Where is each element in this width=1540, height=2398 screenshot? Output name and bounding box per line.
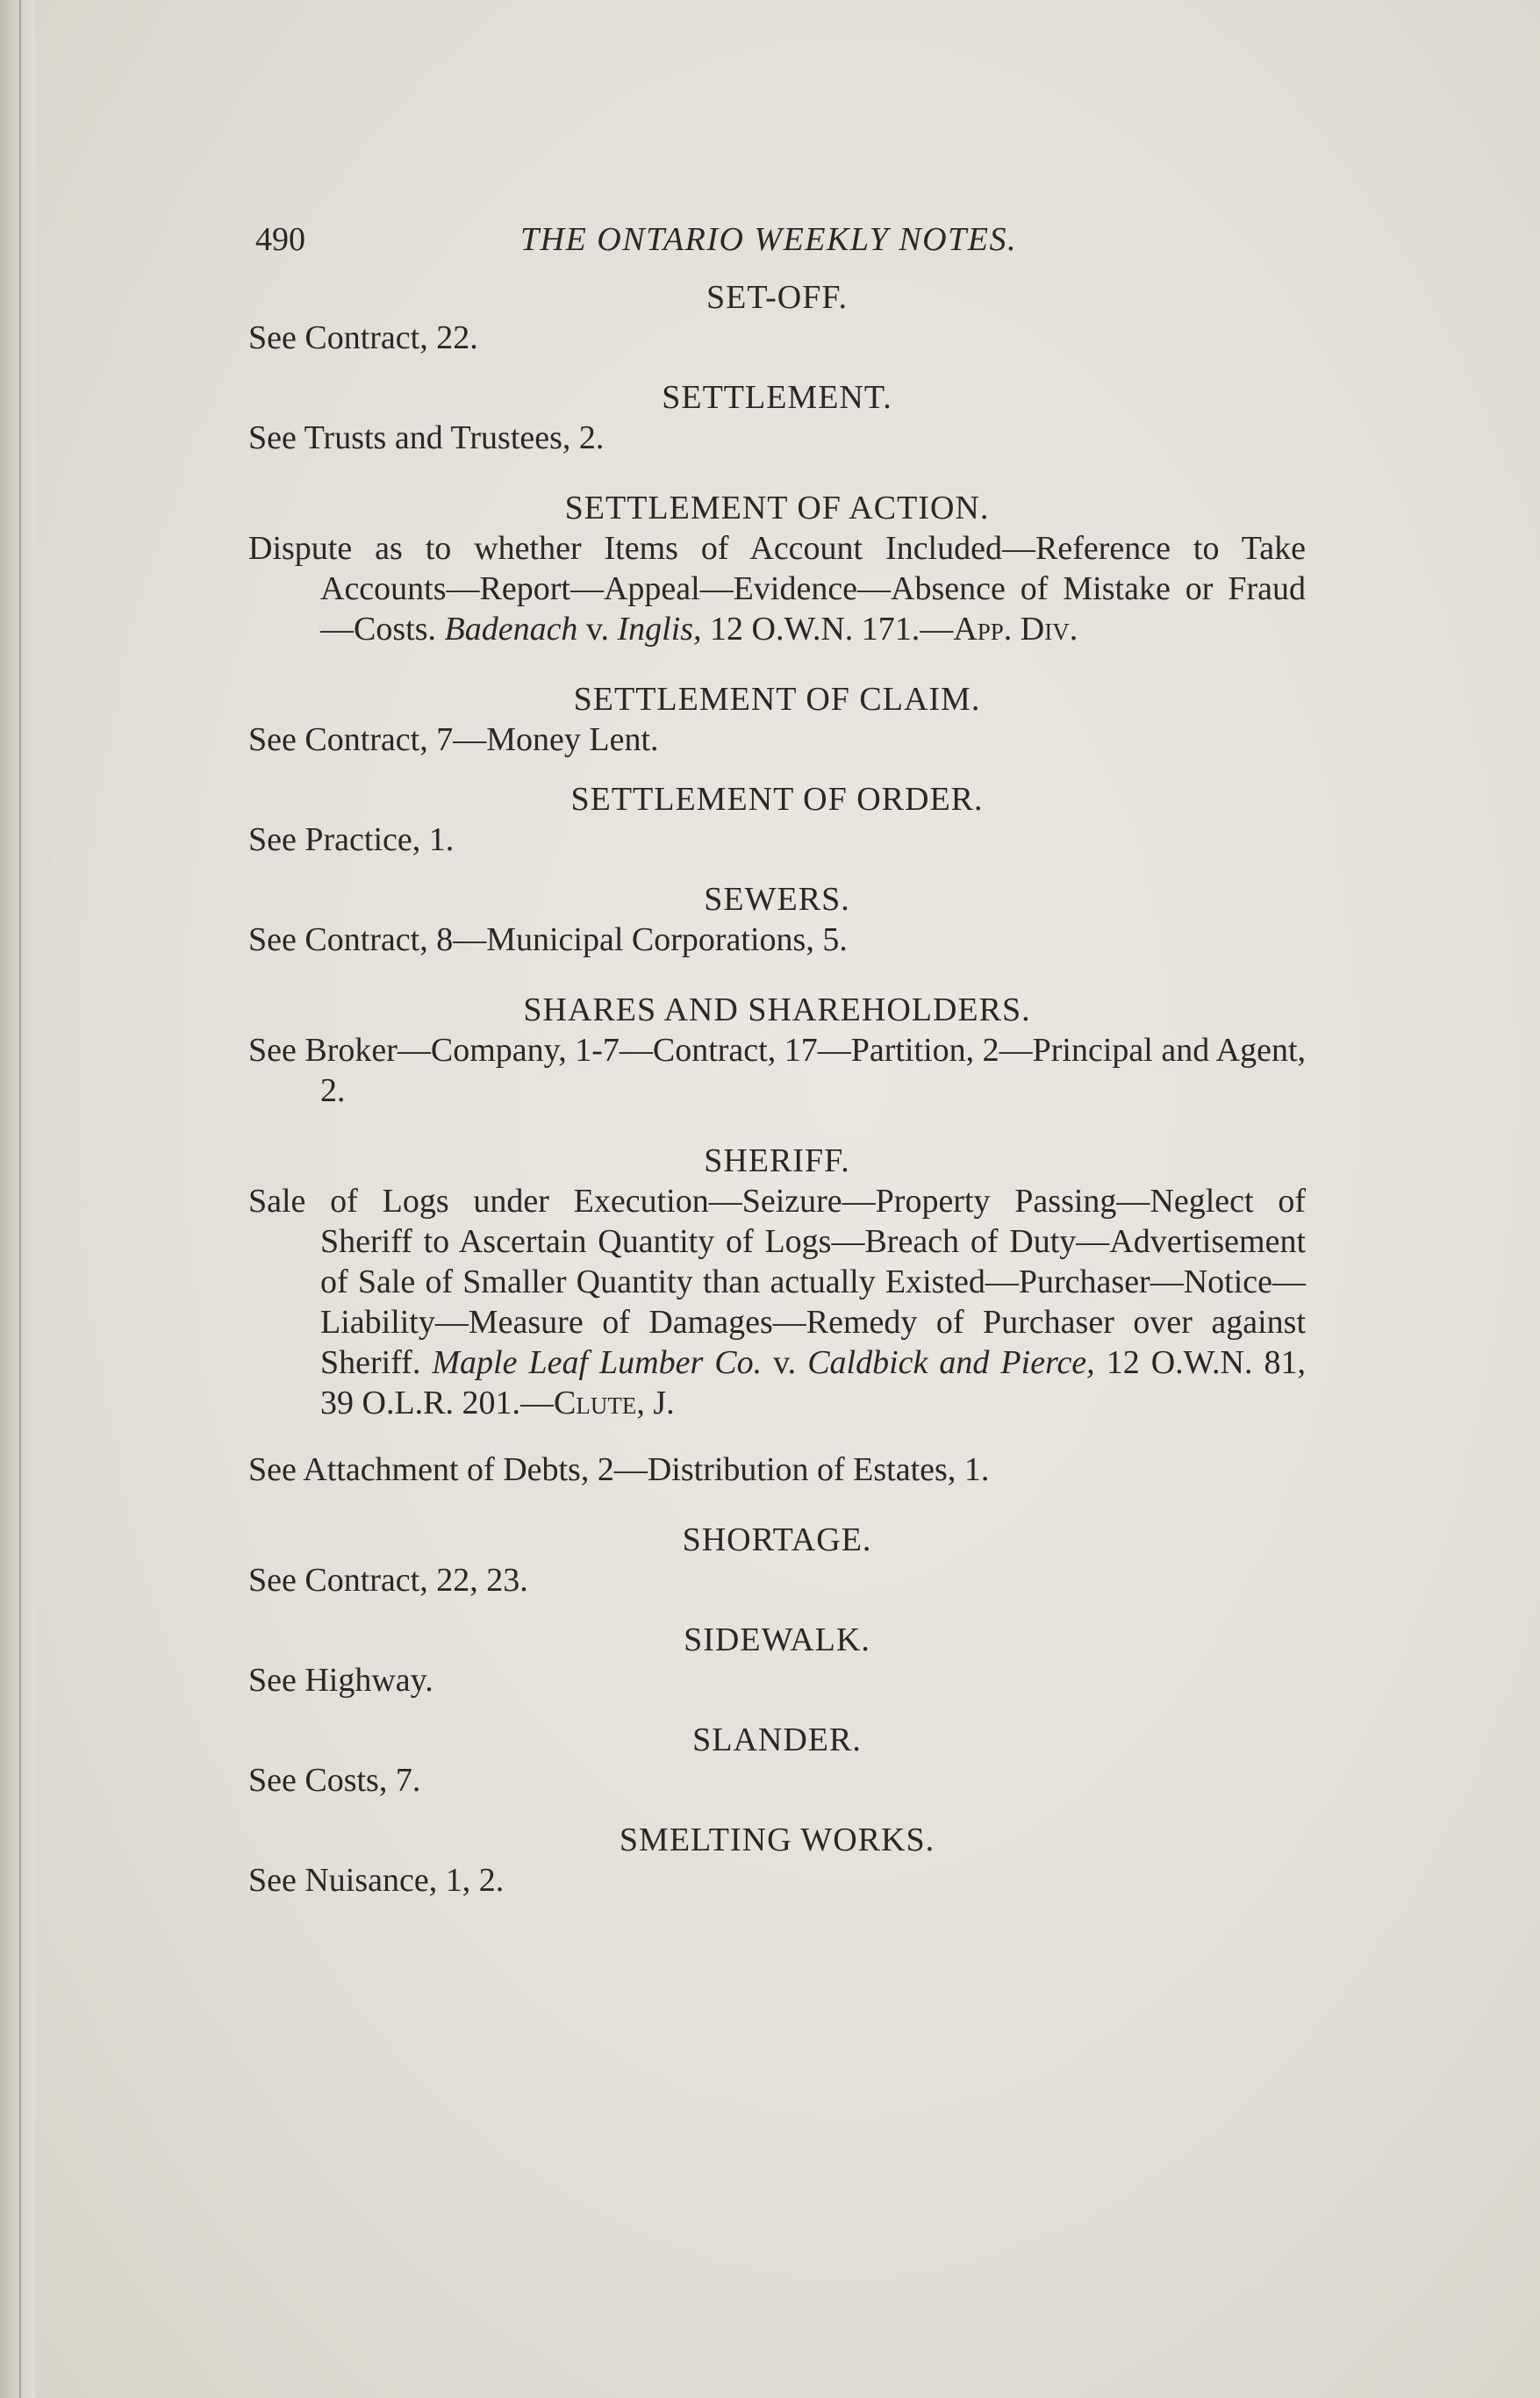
- section-entry: See Highway.: [248, 1662, 433, 1699]
- gutter-line: [19, 0, 21, 2398]
- section-sewers: [248, 879, 1306, 960]
- section-heading: SHORTAGE.: [682, 1521, 872, 1558]
- section-entry: See Contract, 8—Municipal Corporations, 5.: [248, 921, 848, 958]
- section-settlement-of-action: [248, 488, 1306, 649]
- running-head: [248, 219, 1306, 263]
- section-slander: [248, 1720, 1306, 1800]
- book-gutter: [0, 0, 35, 2398]
- section-heading: SETTLEMENT OF ORDER.: [570, 781, 984, 818]
- section-shortage: [248, 1520, 1306, 1600]
- entry-text: Sale of Logs under Execution—Seizure—Property Passing—Neglect of Sheriff to Ascertain Quantity of Logs—Breach of Duty—Advertisement of Sale of Smaller Quantity than actually Existed—Purchaser—Notice—Liability—Measure of Damages—Remedy of Purchaser over against Sheriff.: [248, 1183, 1306, 1381]
- section-heading: SIDEWALK.: [684, 1621, 870, 1658]
- section-entry: See Contract, 22.: [248, 319, 478, 356]
- section-entry: See Broker—Company, 1-7—Contract, 17—Partition, 2—Principal and Agent, 2.: [248, 1032, 1306, 1109]
- case-entry: [248, 1181, 1306, 1423]
- section-entry: See Trusts and Trustees, 2.: [248, 419, 605, 456]
- case-party-2: Caldbick and Pierce,: [807, 1344, 1095, 1381]
- section-sidewalk: [248, 1620, 1306, 1700]
- section-heading: SETTLEMENT.: [662, 379, 892, 416]
- section-sheriff: [248, 1141, 1306, 1490]
- section-entry: See Contract, 7—Money Lent.: [248, 721, 659, 758]
- section-entry: See Costs, 7.: [248, 1762, 421, 1799]
- case-entry: [248, 528, 1306, 649]
- citation: 12 O.W.N. 171.—: [710, 611, 954, 648]
- section-heading: SHERIFF.: [704, 1142, 850, 1179]
- case-party-2: Inglis,: [617, 611, 702, 648]
- section-heading: SLANDER.: [692, 1722, 862, 1758]
- index-page: [248, 219, 1306, 1920]
- section-entry: See Contract, 22, 23.: [248, 1562, 528, 1599]
- spacer: [248, 1423, 1306, 1450]
- section-shares-and-shareholders: [248, 990, 1306, 1111]
- section-set-off: [248, 277, 1306, 358]
- section-settlement-of-claim: [248, 679, 1306, 760]
- versus: v.: [585, 611, 609, 648]
- section-smelting-works: [248, 1820, 1306, 1901]
- judge: Clute, J.: [554, 1385, 675, 1421]
- journal-title: THE ONTARIO WEEKLY NOTES.: [520, 221, 1017, 258]
- section-heading: SHARES AND SHAREHOLDERS.: [523, 991, 1031, 1028]
- case-party-1: Badenach: [444, 611, 578, 648]
- section-settlement: [248, 377, 1306, 458]
- section-heading: SETTLEMENT OF CLAIM.: [573, 681, 981, 718]
- court: App. Div.: [953, 611, 1078, 648]
- section-heading: SMELTING WORKS.: [619, 1822, 935, 1858]
- section-heading: SETTLEMENT OF ACTION.: [564, 490, 990, 526]
- section-entry: See Practice, 1.: [248, 821, 455, 858]
- section-settlement-of-order: [248, 779, 1306, 860]
- citation: 12 O.W.N. 81, 39 O.L.R. 201.—: [320, 1344, 1306, 1421]
- section-heading: SET-OFF.: [706, 279, 848, 316]
- case-party-1: Maple Leaf Lumber Co.: [432, 1344, 763, 1381]
- page-number: 490: [255, 221, 305, 258]
- section-heading: SEWERS.: [704, 881, 850, 918]
- versus: v.: [773, 1344, 797, 1381]
- see-also-entry: See Attachment of Debts, 2—Distribution of Estates, 1.: [248, 1451, 990, 1488]
- entry-text: Dispute as to whether Items of Account Included—Reference to Take Accounts—Report—Appeal—Evidence—Absence of Mistake or Fraud—Costs.: [248, 530, 1306, 648]
- section-entry: See Nuisance, 1, 2.: [248, 1862, 505, 1899]
